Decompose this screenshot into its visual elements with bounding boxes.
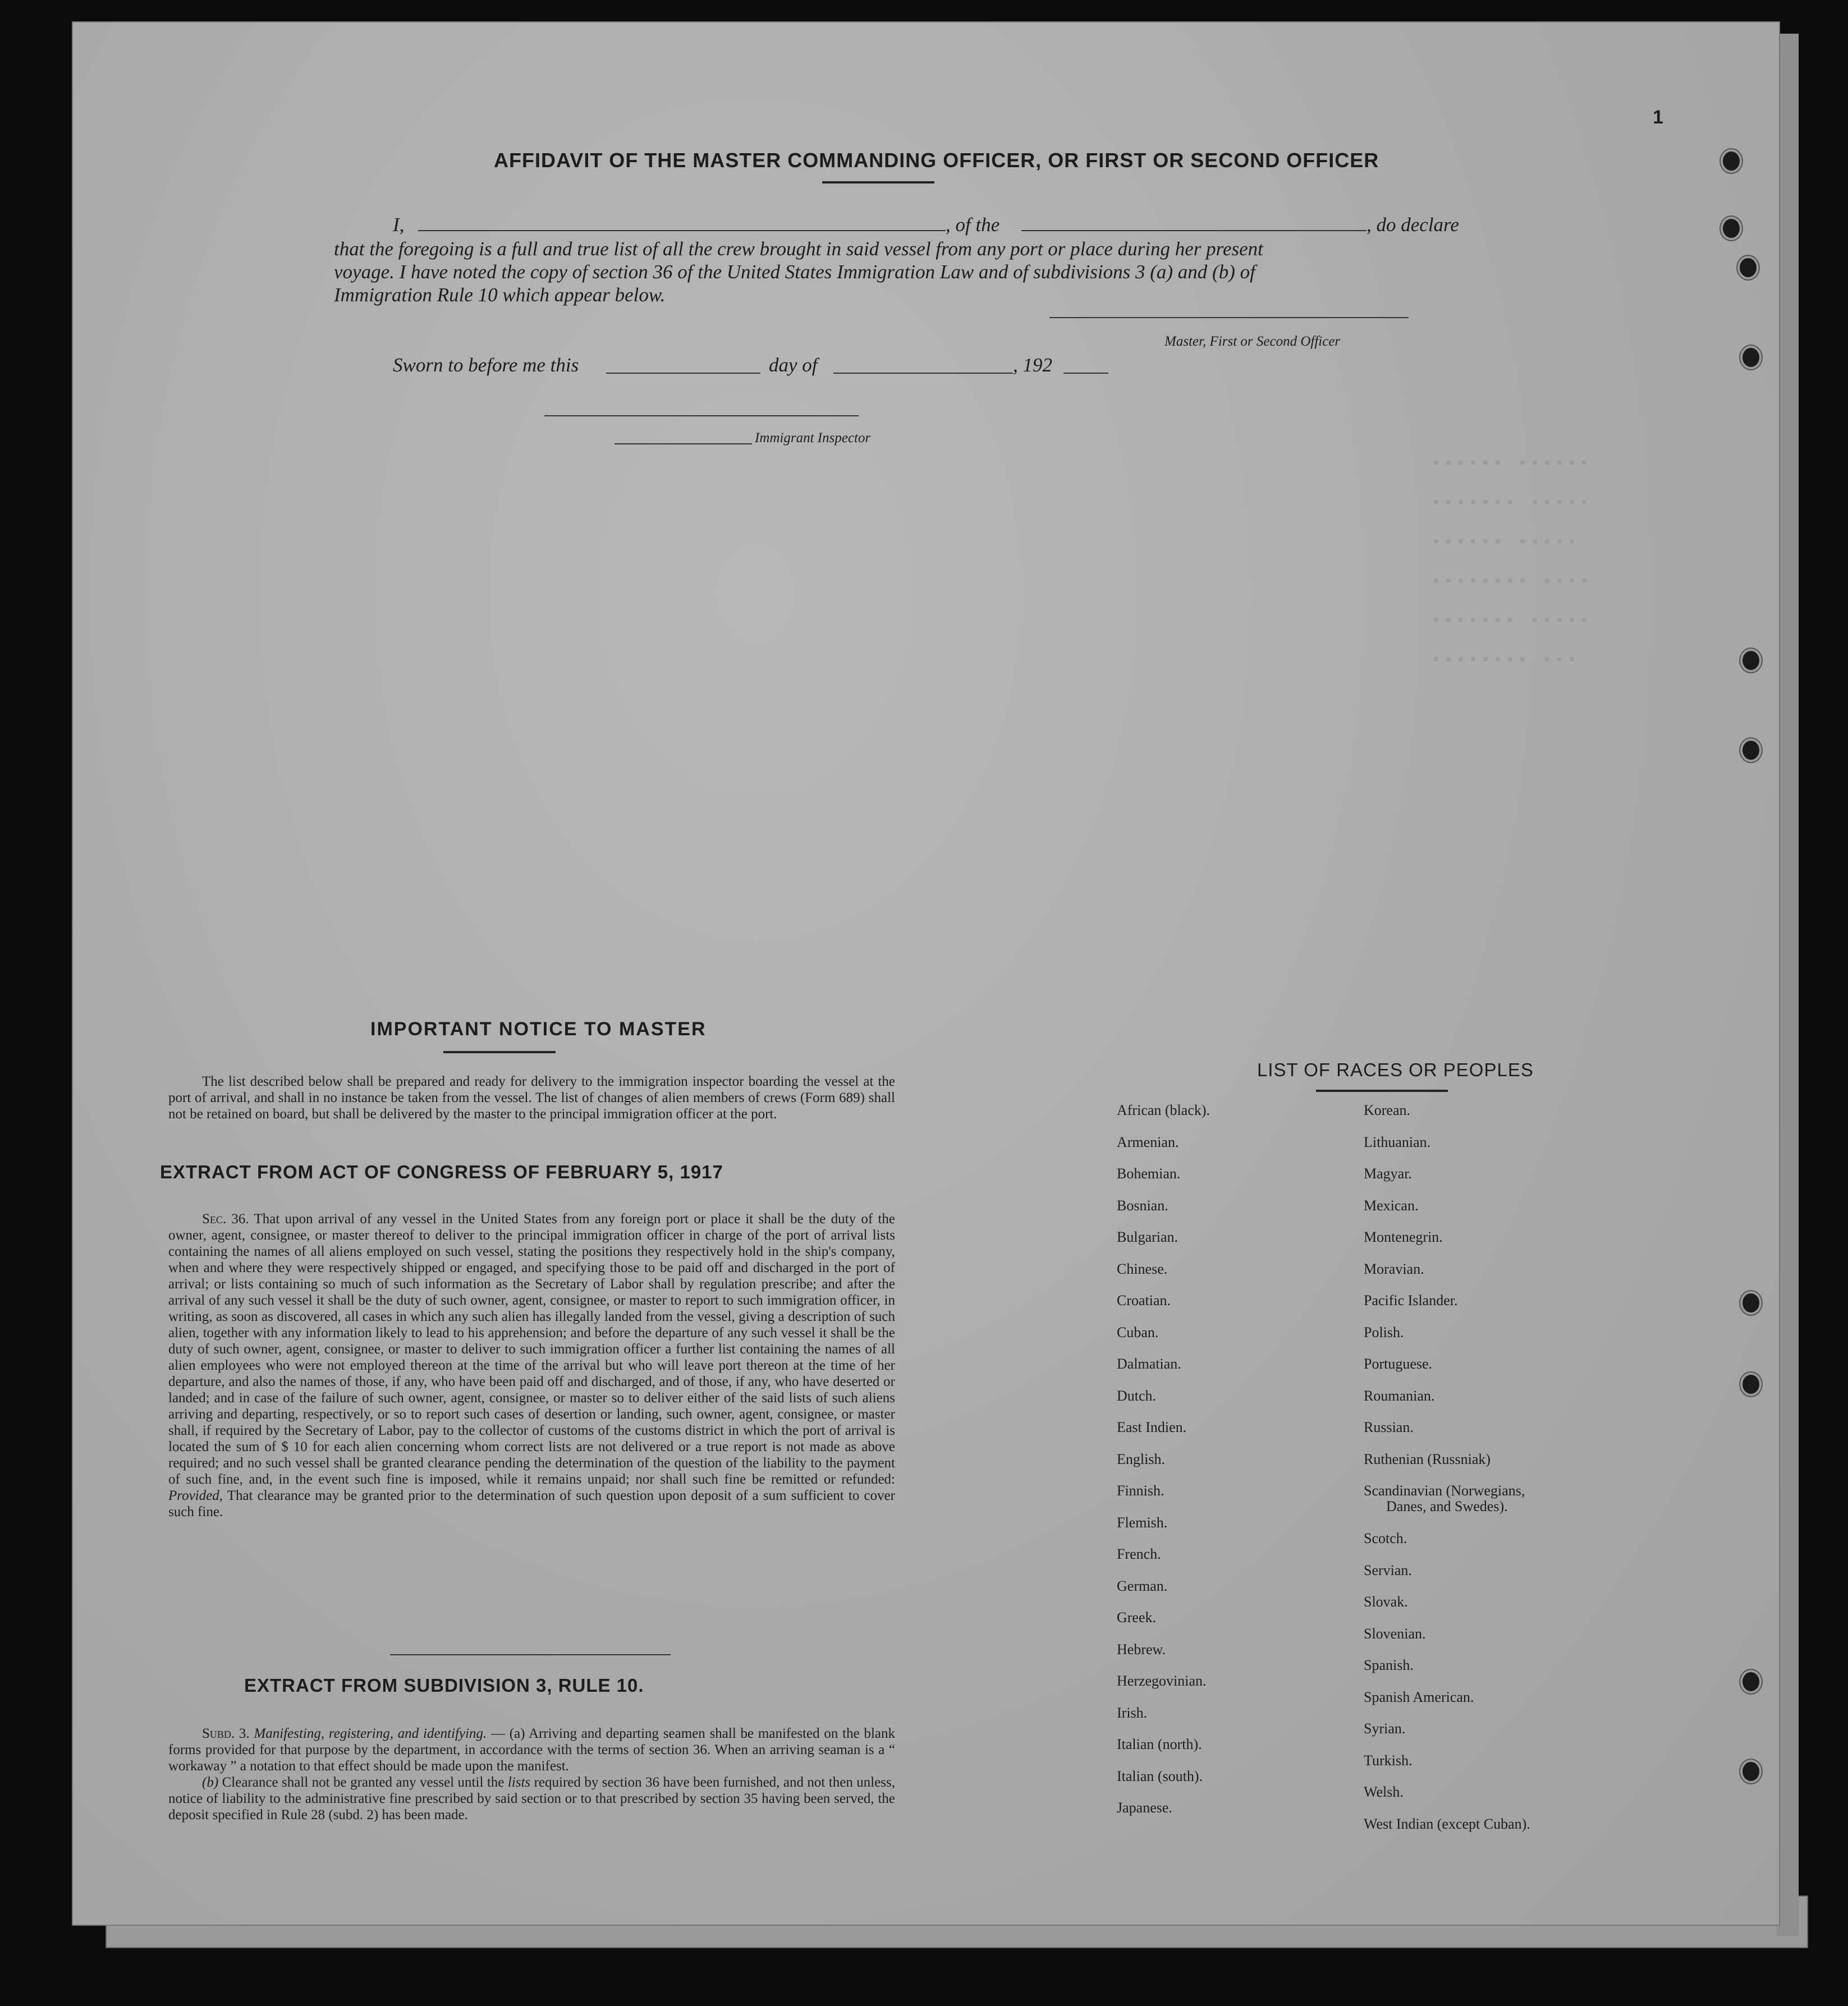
bleed-through: ▪▪▪▪▪▪ ▪▪▪▪▪ [1431, 533, 1580, 552]
bleed-through: ▪▪▪▪▪▪▪▪ ▪▪▪ [1431, 651, 1580, 670]
race-item: Scandinavian (Norwegians, Danes, and Swedes). [1364, 1482, 1525, 1514]
race-item: East Indien. [1117, 1419, 1187, 1435]
declaration-line-4: Immigration Rule 10 which appear below. [334, 284, 666, 306]
race-item: Syrian. [1364, 1720, 1406, 1737]
binder-hole-icon [1742, 348, 1759, 367]
rule-extract-text: Subd. 3. Manifesting, registering, and identifying. — (a) Arriving and departing seamen shall be manifested on the blank forms provided for that purpose by the department, in accordance with the terms of section 36. When an arriving seaman is a “ workaway ” a notation to that effect should be made upon the manifest. (b) Clearance shall not be granted any vessel until the lists required by section 36 have been furnished, and not then unless, notice of liability to the administrative fine prescribed by said section or to that prescribed by section 35 having been served, the deposit specified in Rule 28 (subd. 2) has been made. [168, 1726, 896, 1823]
race-item: Greek. [1117, 1609, 1157, 1626]
race-item: Herzegovinian. [1117, 1673, 1207, 1689]
inspector-signature-line-2 [615, 443, 752, 444]
inspector-signature-line [544, 415, 859, 416]
race-item: Croatian. [1117, 1292, 1171, 1309]
act-extract-title: EXTRACT FROM ACT OF CONGRESS OF FEBRUARY 5, 1917 [160, 1162, 723, 1182]
page-edge [1776, 34, 1799, 1936]
declaration-of-the: , of the [946, 214, 1000, 236]
race-item: English. [1117, 1450, 1165, 1467]
binder-hole-icon [1723, 219, 1740, 238]
declaration-i: I, [393, 214, 405, 236]
race-item: Servian. [1364, 1562, 1412, 1578]
page-number: 1 [1653, 107, 1663, 128]
binder-hole-icon [1742, 1293, 1759, 1312]
race-item: Korean. [1364, 1102, 1411, 1118]
race-item: Finnish. [1117, 1482, 1164, 1499]
race-item: Montenegrin. [1364, 1229, 1443, 1245]
section-label: Sec. 36. [202, 1211, 249, 1227]
race-item: Dutch. [1117, 1387, 1157, 1404]
race-item: Hebrew. [1117, 1641, 1166, 1658]
rule-extract-title: EXTRACT FROM SUBDIVISION 3, RULE 10. [244, 1675, 644, 1696]
race-item: Portuguese. [1364, 1356, 1433, 1372]
bleed-through: ▪▪▪▪▪▪ ▪▪▪▪▪▪ [1431, 455, 1592, 474]
race-item: Japanese. [1117, 1800, 1172, 1816]
binder-hole-icon [1723, 152, 1740, 171]
binder-hole-icon [1742, 1375, 1759, 1394]
race-item: Ruthenian (Russniak) [1364, 1450, 1491, 1467]
races-column-2 [1364, 1103, 1530, 1848]
sworn-label: Sworn to before me this [393, 354, 579, 376]
notice-text: The list described below shall be prepared and ready for delivery to the immigration inspector boarding the vessel at the port of arrival, and shall in no instance be taken from the vessel. The list of changes of alien members of crews (Form 689) shall not be retained on board, but shall be delivered by the master to the principal immigration officer at the port. [168, 1074, 895, 1122]
document-page [73, 22, 1779, 1925]
race-item: Mexican. [1364, 1197, 1419, 1214]
sworn-month-line [833, 373, 1013, 374]
race-item: French. [1117, 1546, 1161, 1562]
race-item: Bosnian. [1117, 1197, 1168, 1214]
name-blank-line [418, 230, 946, 231]
race-item: Armenian. [1117, 1133, 1179, 1150]
race-item: Spanish. [1364, 1657, 1414, 1673]
section-divider [390, 1654, 671, 1655]
race-item: Spanish American. [1364, 1688, 1474, 1705]
notice-title: IMPORTANT NOTICE TO MASTER [370, 1018, 707, 1040]
binder-hole-icon [1740, 258, 1757, 277]
race-item: Italian (north). [1117, 1736, 1202, 1752]
race-item: Bohemian. [1117, 1165, 1181, 1182]
master-signature-label: Master, First or Second Officer [1164, 334, 1341, 349]
races-column-1 [1117, 1103, 1210, 1832]
notice-underline [443, 1051, 556, 1053]
race-item: Italian (south). [1117, 1768, 1203, 1784]
race-item: Roumanian. [1364, 1387, 1435, 1404]
binder-hole-icon [1742, 741, 1759, 760]
binder-hole-icon [1742, 1672, 1759, 1691]
race-item: Scotch. [1364, 1530, 1407, 1546]
inspector-label: Immigrant Inspector [755, 430, 871, 446]
binder-hole-icon [1742, 1762, 1759, 1781]
year-label: , 192 [1013, 354, 1052, 376]
declaration-declare: , do declare [1366, 214, 1459, 236]
race-item: Turkish. [1364, 1752, 1413, 1769]
bleed-through: ▪▪▪▪▪▪▪ ▪▪▪▪▪ [1431, 612, 1592, 631]
race-item: Bulgarian. [1117, 1229, 1178, 1245]
race-item: Lithuanian. [1364, 1133, 1431, 1150]
sworn-day-line [606, 373, 760, 374]
race-item: Slovenian. [1364, 1625, 1426, 1642]
race-item: Irish. [1117, 1704, 1148, 1721]
race-item: Flemish. [1117, 1514, 1168, 1531]
race-item: Chinese. [1117, 1260, 1168, 1277]
race-item: Polish. [1364, 1324, 1404, 1341]
race-item: German. [1117, 1577, 1168, 1594]
affidavit-title: AFFIDAVIT OF THE MASTER COMMANDING OFFICER, OR FIRST OR SECOND OFFICER [494, 149, 1379, 172]
race-item: Dalmatian. [1117, 1356, 1181, 1372]
races-title: LIST OF RACES OR PEOPLES [1257, 1059, 1534, 1080]
race-item: Slovak. [1364, 1594, 1408, 1610]
declaration-line-3: voyage. I have noted the copy of section 36 of the United States Immigration Law and of subdivisions 3 (a) and (b) of [334, 261, 1255, 283]
act-extract-text: Sec. 36. That upon arrival of any vessel in the United States from any foreign port or place it shall be the duty of the owner, agent, consignee, or master thereof to deliver to the principal immigration officer in charge of the port of arrival lists containing the names of all aliens employed on such vessel, stating the positions they respectively hold in the ship's company, when and where they were respectively shipped or engaged, and specifying those to be paid off and discharged in the port of arrival; or lists containing so much of such information as the Secretary of Labor shall by regulation prescribe; and after the arrival of any such vessel it shall be the duty of such owner, agent, consignee, or master to report to such immigration officer, in writing, as soon as discovered, all cases in which any such alien has illegally landed from the vessel, giving a description of such alien, together with any information likely to lead to his apprehension; and before the departure of any such vessel it shall be the duty of such owner, agent, consignee, or master to deliver to such immigration officer a further list containing the names of all alien employees who were not employed thereon at the time of the arrival but who will leave port thereon at the time of her departure, and also the names of those, if any, who have been paid off and discharged, and of those, if any, who have deserted or landed; and in case of the failure of such owner, agent, consignee, or master so to deliver either of the said lists of such aliens arriving and departing, respectively, or so to report such cases of desertion or landing, such owner, agent, consignee, or master shall, if required by the Secretary of Labor, pay to the collector of customs of the customs district in which the port of arrival is located the sum of $ 10 for each alien concerning whom correct lists are not delivered or a true report is not made as above required; and no such vessel shall be granted clearance pending the determination of the question of the liability to the payment of such fine, and, in the event such fine is imposed, while it remains unpaid; nor shall such fine be remitted or refunded: Provided, That clearance may be granted prior to the determination of such question upon deposit of a sum sufficient to cover such fine. [168, 1211, 896, 1520]
bleed-through: ▪▪▪▪▪▪▪▪ ▪▪▪▪ [1431, 572, 1592, 591]
declaration-line-2: that the foregoing is a full and true list of all the crew brought in said vessel from any port or place during her present [334, 238, 1263, 260]
vessel-blank-line [1021, 230, 1366, 231]
race-item: Russian. [1364, 1419, 1414, 1435]
year-line [1063, 373, 1108, 374]
races-underline [1316, 1090, 1448, 1092]
race-item: African (black). [1117, 1102, 1210, 1118]
race-item: Cuban. [1117, 1324, 1159, 1341]
title-underline [822, 181, 934, 183]
race-item: Magyar. [1364, 1165, 1412, 1182]
bleed-through: ▪▪▪▪▪▪▪ ▪▪▪▪▪ [1431, 494, 1592, 513]
race-item: Pacific Islander. [1364, 1292, 1458, 1309]
race-item: Welsh. [1364, 1784, 1404, 1800]
day-of-label: day of [769, 354, 818, 376]
race-item: Moravian. [1364, 1260, 1424, 1277]
binder-hole-icon [1742, 651, 1759, 670]
master-signature-line [1049, 317, 1409, 318]
race-item: West Indian (except Cuban). [1364, 1815, 1530, 1832]
